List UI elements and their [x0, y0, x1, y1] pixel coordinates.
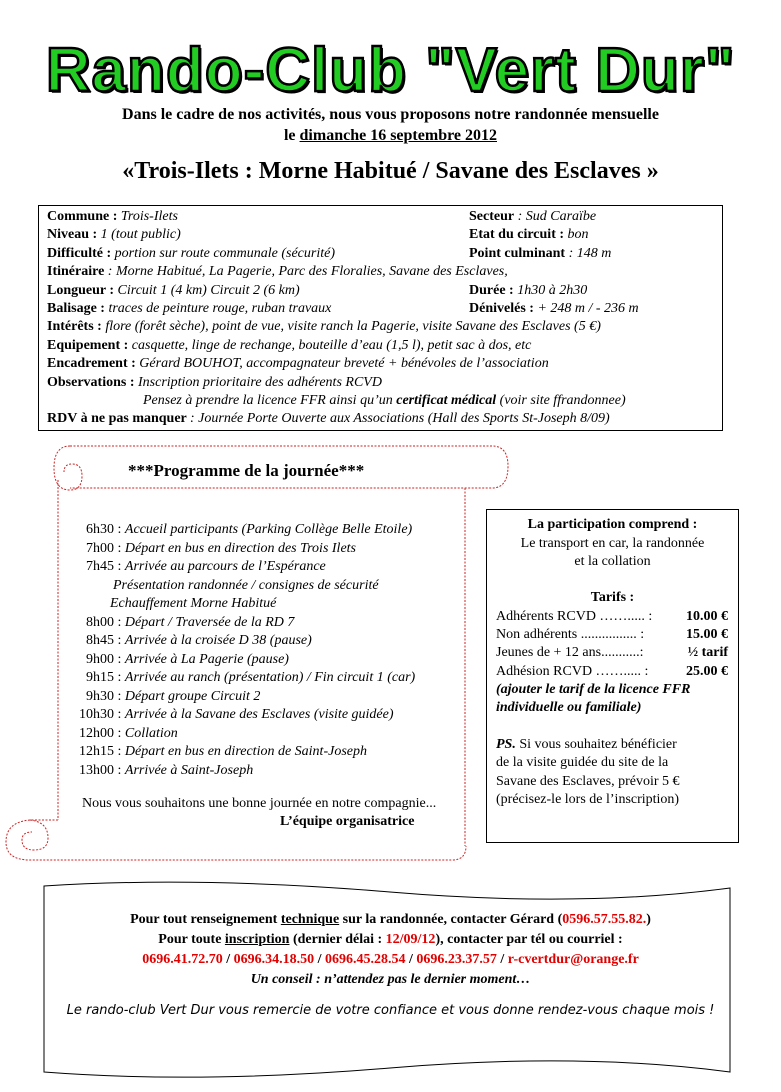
list-item: 7h00 : Départ en bus en direction des Trois Ilets — [86, 541, 356, 556]
info-row-difficulte: Difficulté : portion sur route communale (sécurité) — [47, 245, 335, 261]
price-value: 10.00 € — [686, 609, 728, 624]
info-row-encadrement: Encadrement : Gérard BOUHOT, accompagnateur breveté + bénévoles de l’association — [47, 356, 549, 372]
pricing-box — [486, 509, 739, 843]
intro-le: le — [283, 127, 300, 144]
price-value: ½ tarif — [687, 645, 728, 660]
info-row-point: Point culminant : 148 m — [469, 245, 612, 261]
info-row-equipement: Equipement : casquette, linge de rechange, bouteille d’eau (1,5 l), petit sac à dos, etc — [47, 337, 532, 353]
info-row-itineraire: Itinéraire : Morne Habitué, La Pagerie, Parc des Floralies, Savane des Esclaves, — [47, 264, 508, 280]
hike-subtitle: «Trois-Ilets : Morne Habitué / Savane des Esclaves » — [122, 158, 659, 184]
phone-3: 0696.45.28.54 — [324, 952, 406, 967]
info-row-etat: Etat du circuit : bon — [469, 227, 589, 243]
event-date: dimanche 16 septembre 2012 — [299, 127, 497, 144]
list-item: 9h15 : Arrivée au ranch (présentation) / Fin circuit 1 (car) — [86, 670, 416, 685]
pricing-desc-1: Le transport en car, la randonnée — [520, 536, 705, 551]
list-item: 12h15 : Départ en bus en direction de Saint-Joseph — [79, 744, 367, 759]
info-row-licence: Pensez à prendre la licence FFR ainsi qu’un certificat médical (voir site ffrandonnee) — [143, 393, 626, 408]
contact-line-2: Pour toute inscription (dernier délai : 12/09/12), contacter par tél ou courriel : — [158, 932, 623, 947]
deadline-date: 12/09/12 — [385, 932, 436, 947]
info-box — [38, 205, 723, 431]
closing-text: Nous vous souhaitons une bonne journée en notre compagnie... — [82, 796, 437, 811]
list-item: Echauffement Morne Habitué — [110, 596, 277, 611]
ps-line-1: PS. Si vous souhaitez bénéficier — [496, 737, 677, 752]
info-row-commune: Commune : Trois-Ilets — [47, 209, 178, 224]
list-item: 7h45 : Arrivée au parcours de l’Espérance — [86, 559, 326, 574]
conseil-text: Un conseil : n’attendez pas le dernier moment… — [250, 972, 531, 987]
contact-block — [0, 910, 781, 990]
list-item: 8h00 : Départ / Traversée de la RD 7 — [86, 615, 295, 630]
price-label: Adhérents RCVD ……..... : — [496, 609, 653, 624]
info-row-observations: Observations : Inscription prioritaire des adhérents RCVD — [47, 374, 382, 390]
programme-title: ***Programme de la journée*** — [128, 461, 365, 480]
info-row-interets: Intérêts : flore (forêt sèche), point de vue, visite ranch la Pagerie, visite Savane des Esclaves (5 €) — [47, 319, 601, 335]
contact-email: r-cvertdur@orange.fr — [507, 952, 639, 967]
list-item: Présentation randonnée / consignes de sécurité — [113, 578, 379, 593]
licence-note-2: individuelle ou familiale) — [496, 700, 642, 715]
pricing-heading: La participation comprend : — [527, 517, 698, 532]
list-item: 9h30 : Départ groupe Circuit 2 — [86, 689, 261, 704]
intro-line-1: Dans le cadre de nos activités, nous vous proposons notre randonnée mensuelle — [122, 106, 659, 123]
info-row-balisage: Balisage : traces de peinture rouge, ruban travaux — [47, 301, 332, 316]
contact-phones: 0696.41.72.70 / 0696.34.18.50 / 0696.45.28.54 / 0696.23.37.57 / r-cvertdur@orange.fr — [142, 952, 639, 967]
phone-4: 0696.23.37.57 — [416, 952, 497, 967]
price-label: Jeunes de + 12 ans...........: — [496, 645, 644, 660]
list-item: 10h30 : Arrivée à la Savane des Esclaves (visite guidée) — [79, 707, 394, 722]
price-label: Non adhérents ................ : — [496, 627, 645, 642]
intro-line-2 — [0, 125, 781, 146]
phone-1: 0696.41.72.70 — [142, 952, 223, 967]
info-row-longueur: Longueur : Circuit 1 (4 km) Circuit 2 (6 km) — [47, 282, 300, 298]
info-row-rdv: RDV à ne pas manquer : Journée Porte Ouverte aux Associations (Hall des Sports St-Joseph 8/09) — [47, 411, 610, 427]
info-row-niveau: Niveau : 1 (tout public) — [47, 227, 181, 243]
list-item: 6h30 : Accueil participants (Parking Collège Belle Etoile) — [86, 522, 413, 537]
list-item: 9h00 : Arrivée à La Pagerie (pause) — [86, 652, 289, 667]
thanks-text: Le rando-club Vert Dur vous remercie de votre confiance et vous donne rendez-vous chaque mois ! — [66, 1003, 715, 1018]
contact-line-1: Pour tout renseignement technique sur la randonnée, contacter Gérard (0596.57.55.82.) — [130, 912, 651, 927]
ps-line-3: Savane des Esclaves, prévoir 5 € — [496, 774, 680, 789]
phone-2: 0696.34.18.50 — [233, 952, 315, 967]
ps-line-2: de la visite guidée du site de la — [496, 755, 669, 770]
list-item: 8h45 : Arrivée à la croisée D 38 (pause) — [86, 633, 312, 648]
price-value: 15.00 € — [686, 627, 728, 642]
price-value: 25.00 € — [686, 664, 728, 679]
ps-line-4: (précisez-le lors de l’inscription) — [496, 792, 680, 807]
tarifs-heading: Tarifs : — [590, 590, 635, 605]
team-signature: L’équipe organisatrice — [280, 814, 415, 829]
licence-note-1: (ajouter le tarif de la licence FFR — [496, 682, 691, 697]
price-label: Adhésion RCVD ……..... : — [496, 664, 649, 679]
info-row-deniveles: Dénivelés : + 248 m / - 236 m — [469, 301, 639, 316]
intro-text — [0, 104, 781, 146]
list-item: 13h00 : Arrivée à Saint-Joseph — [79, 763, 254, 778]
info-row-secteur: Secteur : Sud Caraïbe — [469, 209, 597, 224]
info-row-duree: Durée : 1h30 à 2h30 — [469, 282, 588, 298]
phone-gerard: 0596.57.55.82. — [562, 912, 647, 927]
list-item: 12h00 : Collation — [79, 726, 178, 741]
pricing-desc-2: et la collation — [574, 554, 651, 569]
page-title: Rando-Club "Vert Dur" — [45, 36, 736, 105]
